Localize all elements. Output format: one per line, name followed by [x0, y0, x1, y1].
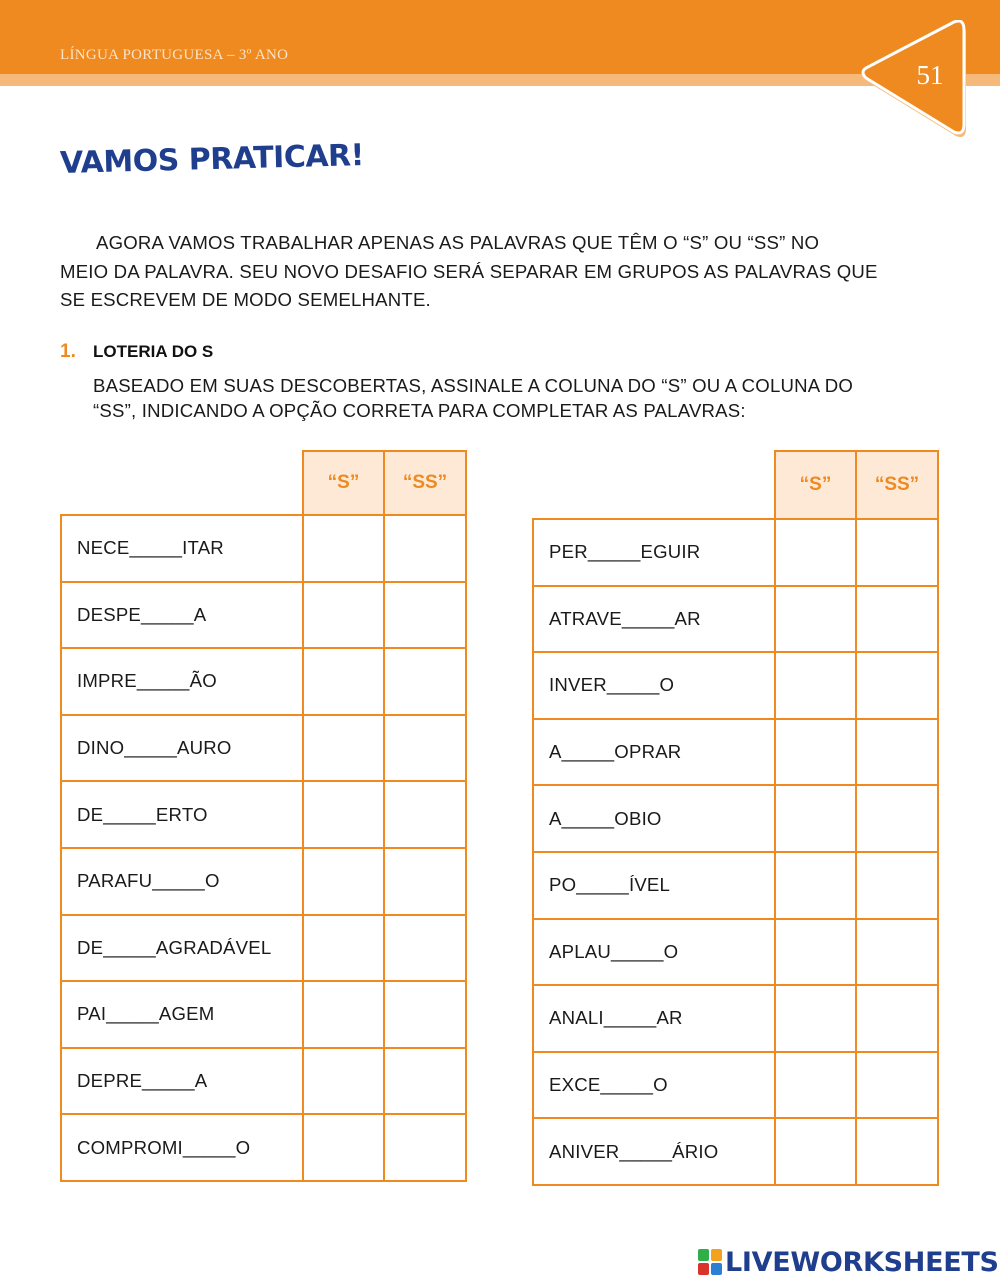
ss-checkbox[interactable]: [856, 1052, 938, 1119]
column-header-s: “S”: [775, 451, 856, 519]
table-row: [61, 1114, 466, 1181]
table-row: [533, 1118, 938, 1185]
word-cell: DEPRE_____A: [61, 1048, 303, 1115]
word-cell: DE_____AGRADÁVEL: [61, 915, 303, 982]
s-checkbox[interactable]: [775, 586, 856, 653]
word-cell: ANALI_____AR: [533, 985, 775, 1052]
intro-line-1: AGORA VAMOS TRABALHAR APENAS AS PALAVRAS QUE TÊM O “S” OU “SS” NO: [96, 232, 820, 253]
table-row: [533, 586, 938, 653]
table-row: [61, 715, 466, 782]
word-cell: PO_____ÍVEL: [533, 852, 775, 919]
brand-name: LIVEWORKSHEETS: [725, 1246, 999, 1278]
ss-checkbox[interactable]: [384, 848, 466, 915]
instruction-line-1: BASEADO EM SUAS DESCOBERTAS, ASSINALE A COLUNA DO “S” OU A COLUNA DO: [93, 375, 853, 396]
s-checkbox[interactable]: [775, 1118, 856, 1185]
intro-line-2: MEIO DA PALAVRA. SEU NOVO DESAFIO SERÁ SEPARAR EM GRUPOS AS PALAVRAS QUE: [60, 260, 878, 282]
ss-checkbox[interactable]: [384, 715, 466, 782]
column-header-s: “S”: [303, 451, 384, 515]
ss-checkbox[interactable]: [384, 781, 466, 848]
word-cell: APLAU_____O: [533, 919, 775, 986]
subject-title: LÍNGUA PORTUGUESA – 3º ANO: [60, 47, 289, 63]
header-spacer: [61, 451, 303, 515]
word-cell: PAI_____AGEM: [61, 981, 303, 1048]
table-row: [533, 519, 938, 586]
page-number: 51: [916, 60, 944, 90]
ss-checkbox[interactable]: [384, 582, 466, 649]
s-checkbox[interactable]: [775, 652, 856, 719]
lottery-table-left: [60, 450, 467, 1182]
intro-paragraph: [60, 229, 950, 315]
ss-checkbox[interactable]: [384, 515, 466, 582]
table-row: [533, 919, 938, 986]
ss-checkbox[interactable]: [384, 648, 466, 715]
s-checkbox[interactable]: [775, 719, 856, 786]
section-title: VAMOS PRATICAR!: [59, 138, 365, 181]
ss-checkbox[interactable]: [856, 919, 938, 986]
word-cell: A_____OBIO: [533, 785, 775, 852]
column-header-ss: “SS”: [856, 451, 938, 519]
word-cell: COMPROMI_____O: [61, 1114, 303, 1181]
question-number: 1.: [60, 341, 76, 362]
column-header-ss: “SS”: [384, 451, 466, 515]
s-checkbox[interactable]: [303, 781, 384, 848]
s-checkbox[interactable]: [303, 715, 384, 782]
word-cell: DE_____ERTO: [61, 781, 303, 848]
s-checkbox[interactable]: [303, 1114, 384, 1181]
table-row: [61, 515, 466, 582]
word-cell: DESPE_____A: [61, 582, 303, 649]
word-cell: ATRAVE_____AR: [533, 586, 775, 653]
table-row: [61, 1048, 466, 1115]
word-cell: INVER_____O: [533, 652, 775, 719]
header-stripe: [0, 74, 1000, 86]
table-row: [533, 719, 938, 786]
s-checkbox[interactable]: [775, 785, 856, 852]
ss-checkbox[interactable]: [384, 1048, 466, 1115]
liveworksheets-brand[interactable]: [697, 1246, 999, 1278]
word-cell: EXCE_____O: [533, 1052, 775, 1119]
s-checkbox[interactable]: [303, 915, 384, 982]
ss-checkbox[interactable]: [856, 652, 938, 719]
ss-checkbox[interactable]: [856, 852, 938, 919]
instruction-line-2: “SS”, INDICANDO A OPÇÃO CORRETA PARA COMPLETAR AS PALAVRAS:: [93, 400, 746, 421]
liveworksheets-logo-icon: [697, 1248, 723, 1276]
word-cell: PARAFU_____O: [61, 848, 303, 915]
s-checkbox[interactable]: [303, 515, 384, 582]
table-row: [61, 981, 466, 1048]
question-title: LOTERIA DO S: [93, 342, 214, 361]
table-row: [61, 648, 466, 715]
header-spacer: [533, 451, 775, 519]
s-checkbox[interactable]: [303, 848, 384, 915]
table-row: [61, 582, 466, 649]
ss-checkbox[interactable]: [384, 981, 466, 1048]
s-checkbox[interactable]: [775, 919, 856, 986]
s-checkbox[interactable]: [775, 519, 856, 586]
s-checkbox[interactable]: [303, 981, 384, 1048]
ss-checkbox[interactable]: [856, 519, 938, 586]
s-checkbox[interactable]: [303, 648, 384, 715]
word-cell: IMPRE_____ÃO: [61, 648, 303, 715]
ss-checkbox[interactable]: [856, 1118, 938, 1185]
ss-checkbox[interactable]: [856, 586, 938, 653]
word-cell: DINO_____AURO: [61, 715, 303, 782]
word-cell: PER_____EGUIR: [533, 519, 775, 586]
table-row: [533, 652, 938, 719]
table-row: [533, 785, 938, 852]
table-row: [61, 915, 466, 982]
question-instruction: [93, 373, 953, 423]
s-checkbox[interactable]: [775, 985, 856, 1052]
word-cell: ANIVER_____ÁRIO: [533, 1118, 775, 1185]
table-row: [533, 852, 938, 919]
table-row: [61, 848, 466, 915]
ss-checkbox[interactable]: [856, 719, 938, 786]
lottery-table-right: [532, 450, 939, 1186]
intro-line-3: SE ESCREVEM DE MODO SEMELHANTE.: [60, 289, 431, 310]
s-checkbox[interactable]: [775, 1052, 856, 1119]
word-cell: NECE_____ITAR: [61, 515, 303, 582]
s-checkbox[interactable]: [775, 852, 856, 919]
word-cell: A_____OPRAR: [533, 719, 775, 786]
ss-checkbox[interactable]: [384, 915, 466, 982]
ss-checkbox[interactable]: [856, 785, 938, 852]
ss-checkbox[interactable]: [856, 985, 938, 1052]
table-row: [533, 1052, 938, 1119]
s-checkbox[interactable]: [303, 582, 384, 649]
table-row: [61, 781, 466, 848]
table-row: [533, 985, 938, 1052]
ss-checkbox[interactable]: [384, 1114, 466, 1181]
s-checkbox[interactable]: [303, 1048, 384, 1115]
